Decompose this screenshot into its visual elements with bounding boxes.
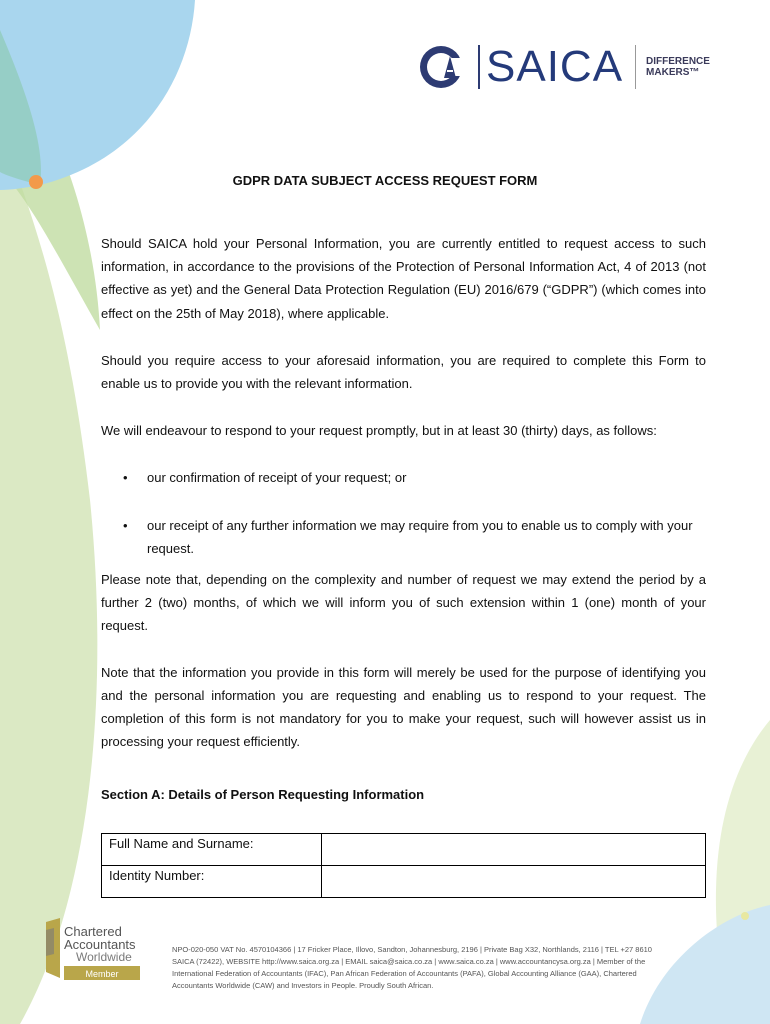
saica-logo (418, 44, 710, 90)
logo-tagline (646, 56, 710, 78)
full-name-field[interactable] (322, 833, 706, 865)
list-item: • our receipt of any further information we may require from you to enable us to comply with your request. (101, 514, 706, 560)
logo-wordmark: SAICA (486, 42, 624, 91)
form-body (101, 232, 706, 898)
intro-paragraph: Should SAICA hold your Personal Information, you are currently entitled to request access to such information, in accordance to the provisions of the Protection of Personal Information Act, 4 of 2013 (not effective as yet) and the General Data Protection Regulation (EU) 2016/679 (“GDPR”) (which comes into effect on the 25th of May 2018), where applicable. (101, 236, 706, 321)
badge-line-2: Accountants (64, 937, 136, 952)
badge-member: Member (85, 969, 119, 979)
form-title: GDPR DATA SUBJECT ACCESS REQUEST FORM (232, 173, 538, 188)
purpose-paragraph: Note that the information you provide in this form will merely be used for the purpose of identifying you and the personal information you are requesting and enabling us to respond to your request. The completion of this form is not mandatory for you to make your request, such will however assist us in processing your request efficiently. (101, 664, 706, 750)
requirement-paragraph: Should you require access to your aforesaid information, you are required to complete this Form to enable us to provide you with the relevant information. (101, 352, 706, 392)
footer-address: NPO-020-050 VAT No. 4570104366 | 17 Fricker Place, Illovo, Sandton, Johannesburg, 2196 | Private Bag X32, Northlands, 2116 | TEL +27 8610 SAICA (72422), WEBSITE http://www.saica.org.za | EMAIL saica@saica.co.za | www.saica.co.za | www.accountancysa.org.za | Member of the International Federation of Accountants (IFAC), Pan African Federation of Accountants (PAFA), Global Accounting Alliance (GAA), Chartered Accountants Worldwide (CAW) and Investors in People. Proudly South African. (172, 945, 652, 990)
small-yellow-dot (741, 912, 749, 920)
ca-logo-icon (418, 44, 470, 90)
logo-divider (478, 45, 480, 89)
tagline-line-2: MAKERS™ (646, 67, 700, 78)
table-row (102, 865, 706, 897)
list-item: • our confirmation of receipt of your request; or (101, 466, 706, 489)
section-a-heading: Section A: Details of Person Requesting Information (101, 787, 425, 803)
identity-number-field[interactable] (322, 865, 706, 897)
full-name-label: Full Name and Surname: (102, 833, 322, 865)
extension-paragraph: Please note that, depending on the complexity and number of request we may extend the period by a further 2 (two) months, of which we will inform you of such extension within 1 (one) month of your request. (101, 572, 706, 634)
response-list (101, 466, 706, 560)
table-row (102, 833, 706, 865)
details-table (101, 833, 706, 898)
tagline-line-1: DIFFERENCE (646, 56, 710, 67)
badge-line-1: Chartered (64, 924, 122, 939)
response-paragraph: We will endeavour to respond to your request promptly, but in at least 30 (thirty) days, as follows: (101, 423, 657, 439)
logo-tagline-divider (635, 45, 636, 89)
identity-number-label: Identity Number: (102, 865, 322, 897)
badge-line-3: Worldwide (76, 950, 132, 964)
chartered-accountants-worldwide-logo (40, 918, 150, 993)
